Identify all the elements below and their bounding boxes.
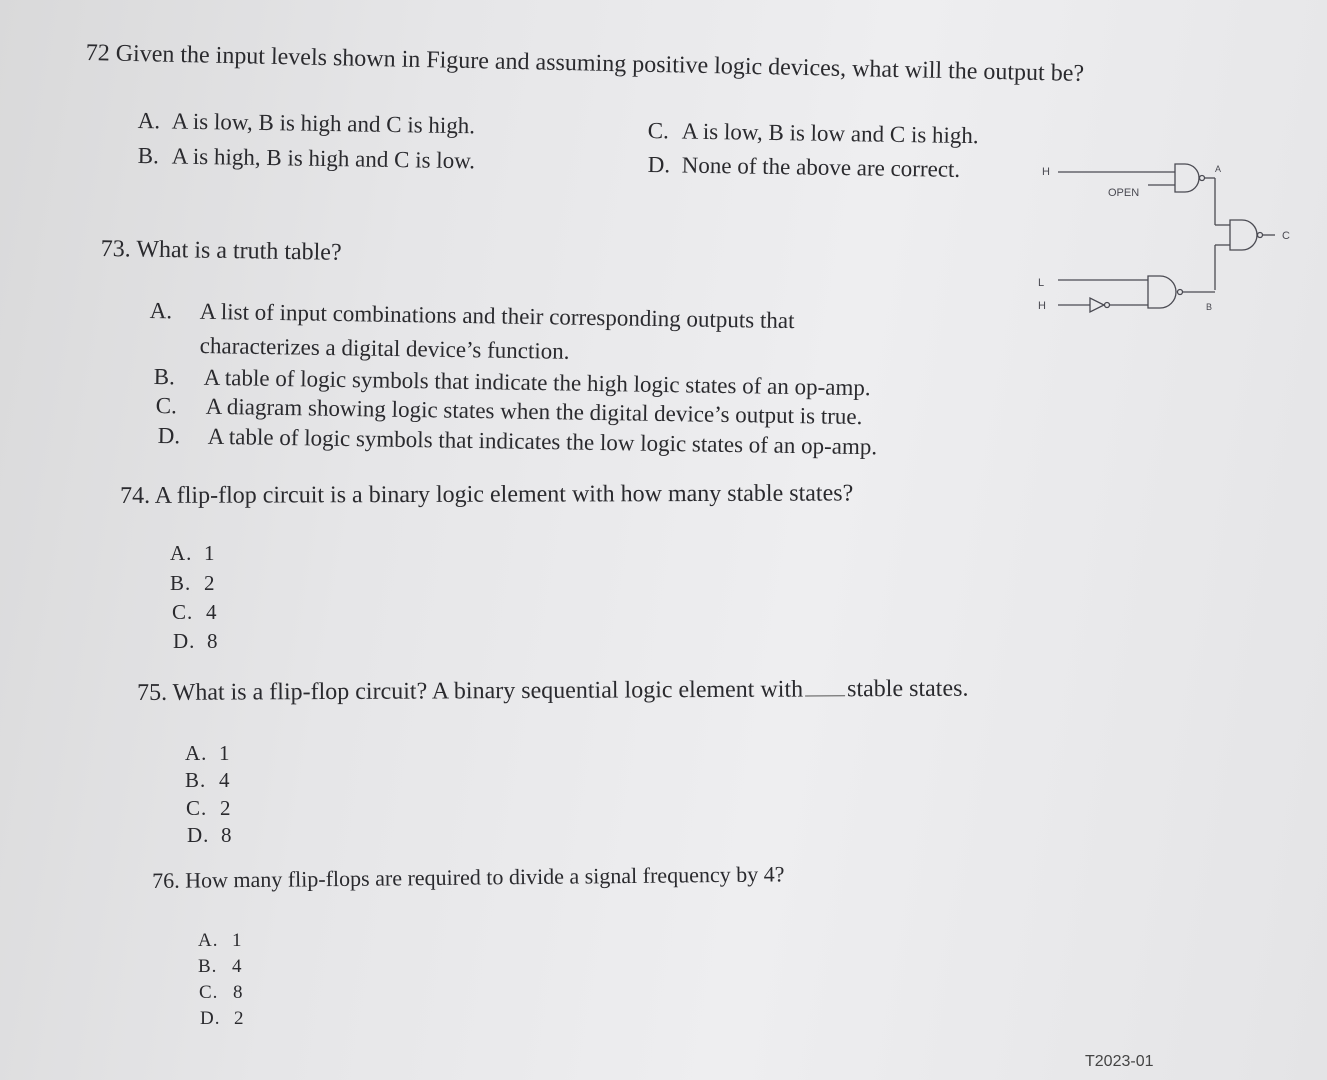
option-text: A list of input combinations and their corresponding outputs that [199,298,795,334]
question-75-text [137,676,968,707]
option-label: D. [200,1008,221,1029]
q76-option-d [200,1008,245,1030]
option-label: A. [185,741,208,765]
q73-option-a [150,298,795,334]
option-label: D. [187,823,210,847]
option-label: B. [137,143,160,169]
figure-label-l: L [1038,277,1045,289]
option-label: D. [173,629,196,653]
q72-option-d [648,152,961,183]
question-72-text: 72 Given the input levels shown in Figure and assuming positive logic devices, what will the output be? [85,40,1085,87]
figure-label-open: OPEN [1108,187,1140,199]
figure-label-a: A [1215,164,1222,174]
figure-label-b: B [1206,302,1213,312]
option-label: C. [199,982,219,1003]
q76-option-a [198,930,243,952]
option-label: B. [198,956,218,977]
option-text: 4 [219,768,231,792]
q73-option-a-line2: characterizes a digital device’s function. [199,333,570,364]
q72-option-a [138,108,476,139]
option-text: 8 [207,629,219,653]
question-75-stem-end: stable states. [847,675,969,703]
question-76-text: 76. How many flip-flops are required to divide a signal frequency by 4? [152,861,785,893]
option-text: 8 [221,823,233,847]
option-label: D. [157,423,181,449]
option-text: A is high, B is high and C is low. [171,143,476,174]
option-label: D. [647,152,671,178]
option-text: 2 [234,1008,245,1029]
question-75-stem: 75. What is a flip-flop circuit? A binary sequential logic element with [137,676,804,706]
logic-circuit-diagram [1030,150,1320,330]
q75-option-a [185,741,231,766]
option-text: A table of logic symbols that indicates the low logic states of an op-amp. [207,423,878,460]
q76-option-c [199,982,244,1004]
option-text: 1 [219,741,231,765]
option-text: 2 [204,571,216,595]
question-74-text: 74. A flip-flop circuit is a binary logic element with how many stable states? [120,480,854,509]
option-label: C. [647,118,670,144]
option-text: 2 [220,796,232,820]
option-label: A. [137,108,161,134]
option-label: B. [185,768,207,792]
option-text: 1 [232,930,243,951]
q72-option-c [648,118,979,149]
option-label: C. [172,600,194,624]
figure-label-h-top: H [1042,166,1050,178]
logic-gate-figure [1030,150,1320,330]
q74-option-b [170,571,216,596]
q76-option-b [198,956,243,978]
option-label: C. [155,393,178,419]
option-label: B. [153,364,176,390]
option-text: A is low, B is low and C is high. [681,118,979,149]
option-text: 4 [206,600,218,624]
figure-label-h-bottom: H [1038,300,1046,312]
answer-blank [805,695,845,696]
figure-label-c: C [1282,230,1290,242]
option-text: A diagram showing logic states when the digital device’s output is true. [205,393,863,430]
option-label: A. [170,541,193,565]
option-text: A is low, B is high and C is high. [171,108,476,139]
option-label: C. [186,796,208,820]
q74-option-c [172,600,218,625]
option-text: 8 [233,982,244,1003]
question-73-text: 73. What is a truth table? [100,236,342,266]
q74-option-d [173,629,219,654]
page-footer-code: T2023-01 [1085,1053,1154,1070]
option-text: 4 [232,956,243,977]
option-text: A table of logic symbols that indicate the high logic states of an op-amp. [203,364,871,401]
option-label: A. [149,298,173,324]
option-label: A. [198,930,219,951]
option-text: 1 [204,541,216,565]
q75-option-b [185,768,231,793]
q74-option-a [170,541,216,566]
q75-option-d [187,823,233,848]
q75-option-c [186,796,232,821]
option-label: B. [170,571,192,595]
option-text: None of the above are correct. [681,152,961,182]
q72-option-b [138,143,476,174]
